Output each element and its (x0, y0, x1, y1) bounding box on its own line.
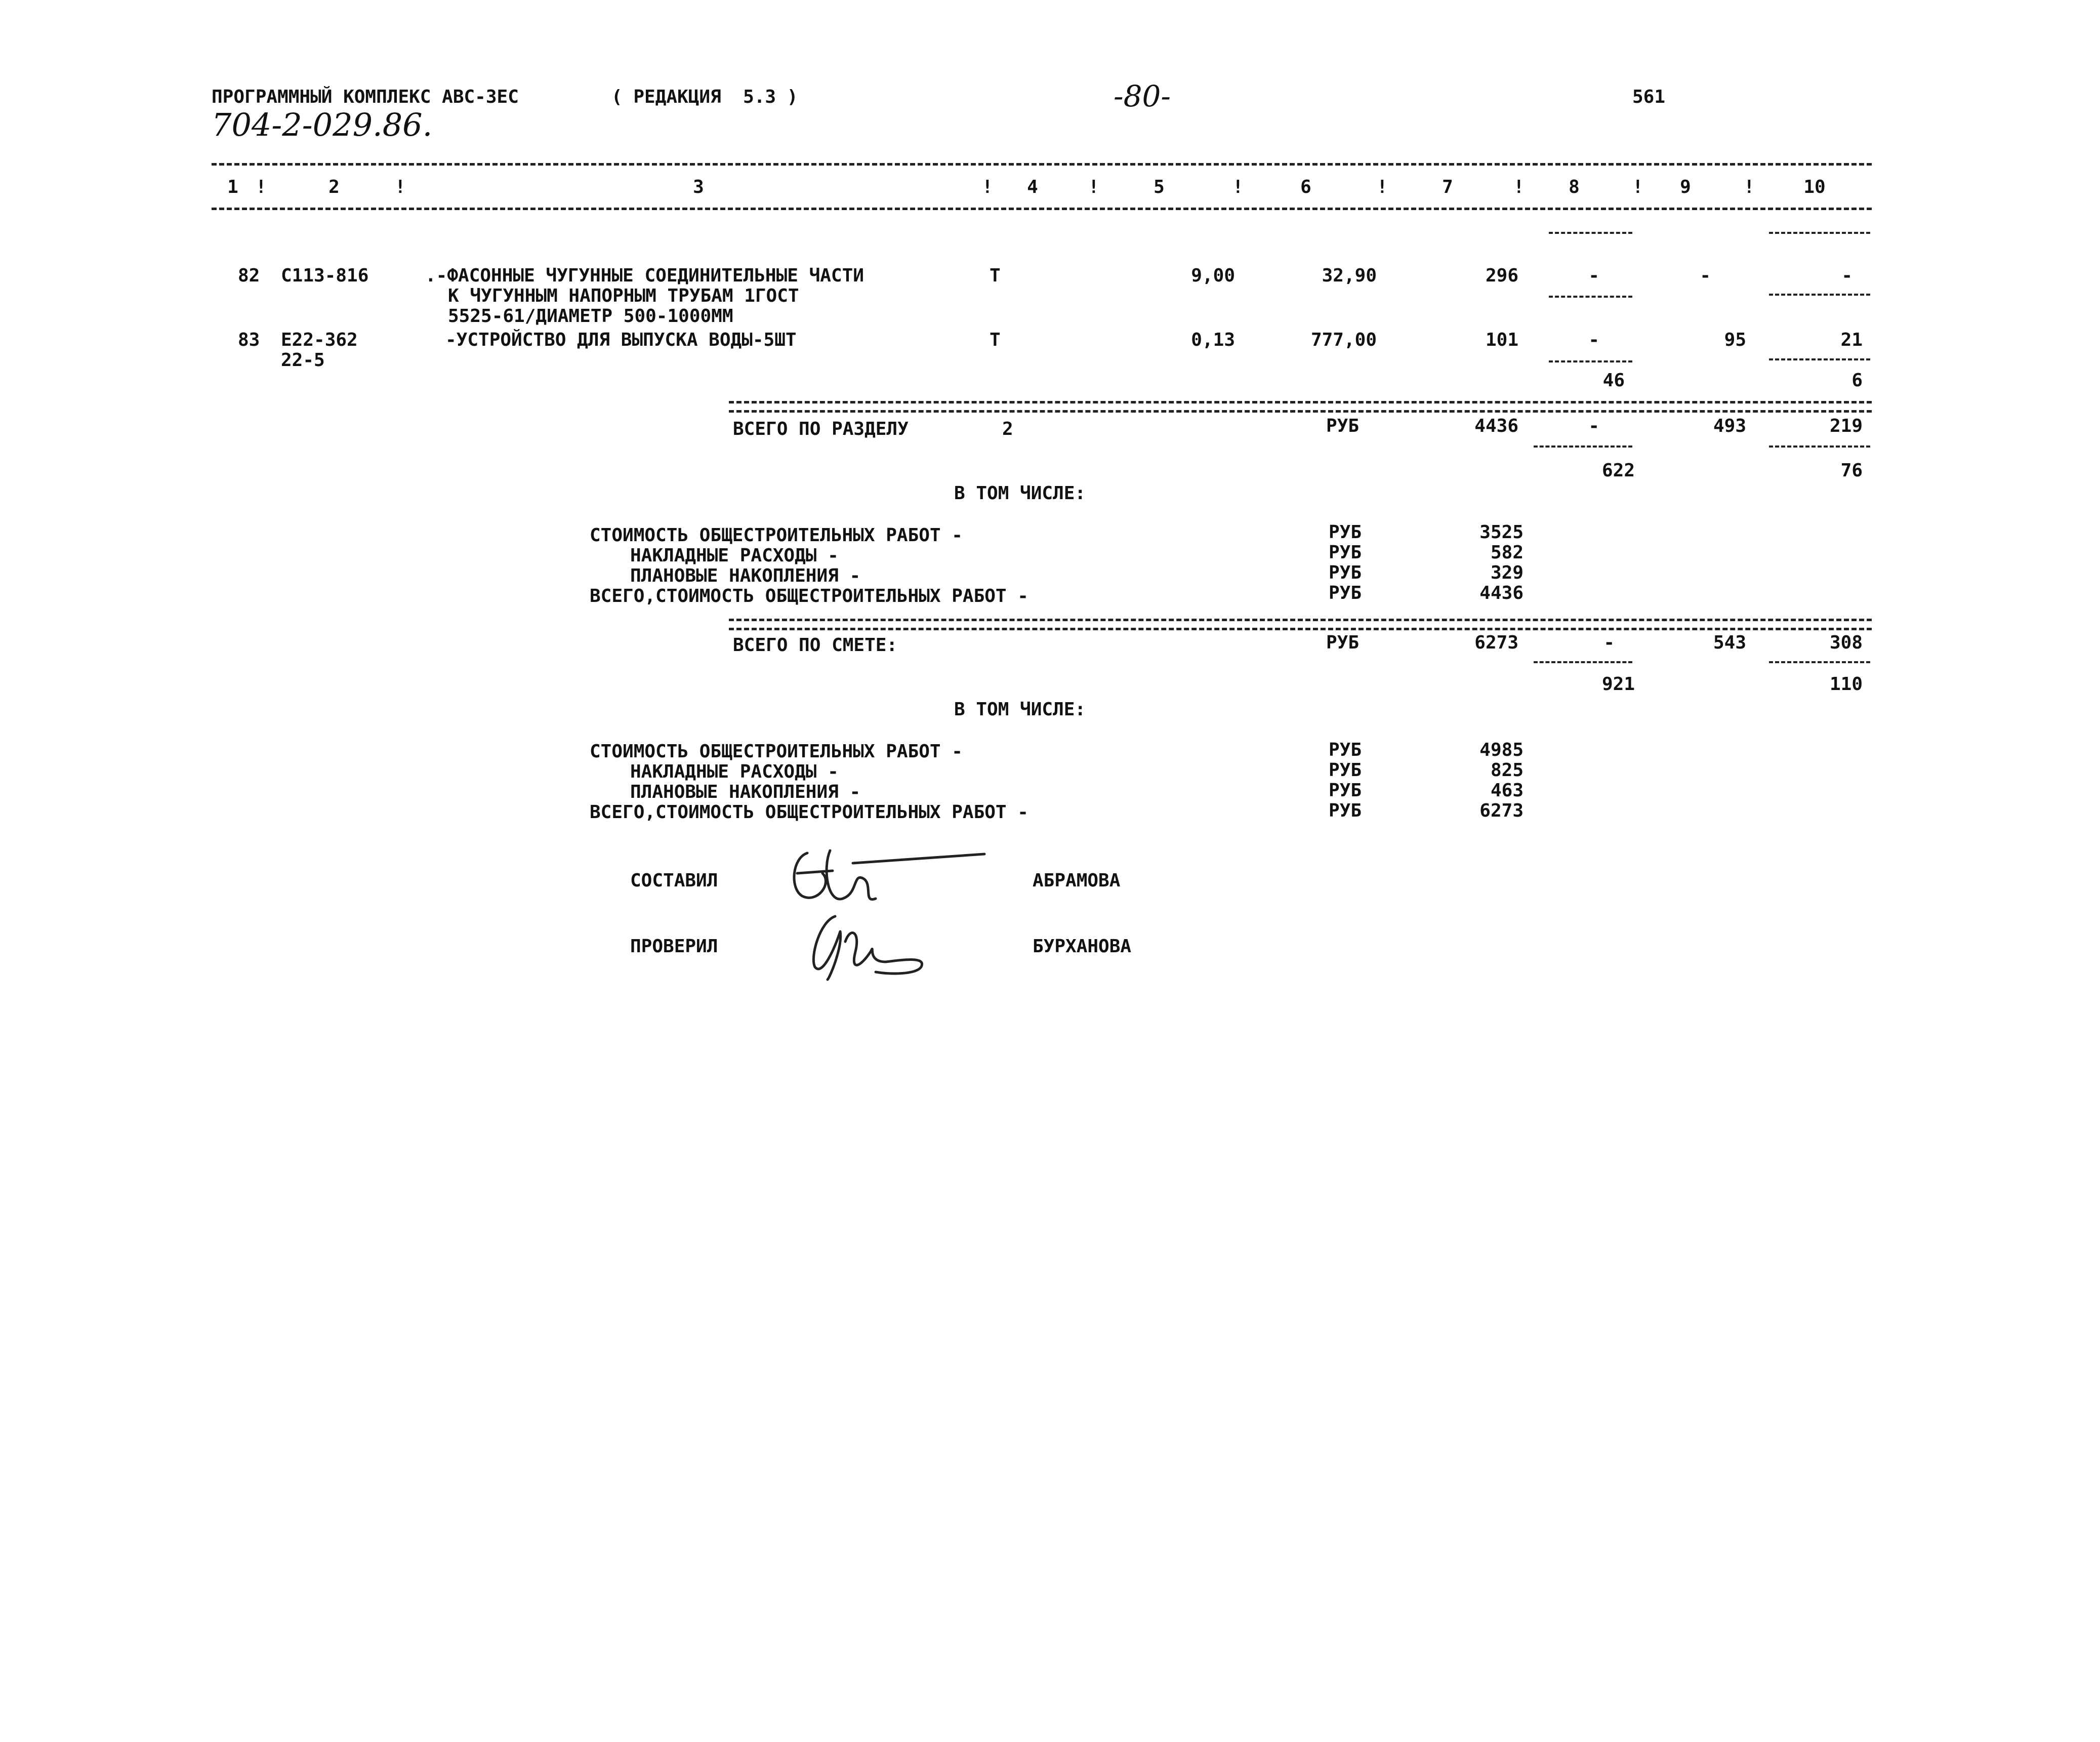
row-col8-top: - (1588, 330, 1599, 350)
breakdown-value: 4985 (1479, 740, 1523, 760)
row-unit: Т (990, 330, 1001, 350)
column-separator: ! (982, 177, 993, 197)
cell-rule (1549, 232, 1632, 234)
cell-rule (1549, 360, 1632, 362)
cell-rule (1534, 661, 1632, 663)
column-header: 10 (1803, 177, 1826, 197)
column-header: 3 (693, 177, 704, 197)
section-total-col10-top: 219 (1829, 416, 1863, 436)
estimate-total-rule (729, 619, 1872, 621)
row-col9: - (1700, 265, 1711, 286)
compiled-by-name: АБРАМОВА (1033, 870, 1121, 891)
estimate-total-col8-top: - (1603, 632, 1615, 653)
handwritten-project-code: 704-2-029.86. (212, 106, 433, 143)
section-total-rule (729, 410, 1872, 413)
column-header: 6 (1300, 177, 1311, 197)
breakdown-label: ПЛАНОВЫЕ НАКОПЛЕНИЯ - (630, 565, 861, 586)
breakdown-label: СТОИМОСТЬ ОБЩЕСТРОИТЕЛЬНЫХ РАБОТ - (590, 741, 963, 762)
row-quantity: 0,13 (1191, 330, 1235, 350)
column-header: 9 (1680, 177, 1691, 197)
breakdown-value: 463 (1490, 780, 1523, 801)
breakdown-value: 3525 (1479, 522, 1523, 543)
section-number: 2 (1002, 419, 1013, 439)
row-description-line: .-ФАСОННЫЕ ЧУГУННЫЕ СОЕДИНИТЕЛЬНЫЕ ЧАСТИ (425, 265, 864, 286)
row-description-line: -УСТРОЙСТВО ДЛЯ ВЫПУСКА ВОДЫ-5ШТ (445, 330, 797, 350)
row-unit-price: 32,90 (1322, 265, 1377, 286)
section-total-label: ВСЕГО ПО РАЗДЕЛУ (733, 419, 909, 439)
cell-rule (1549, 296, 1632, 298)
column-header: 2 (328, 177, 340, 197)
section-total-rule (729, 401, 1872, 403)
checked-signature (800, 911, 931, 982)
row-col8-bottom: 46 (1602, 370, 1625, 391)
row-total: 101 (1485, 330, 1518, 350)
column-header: 1 (227, 177, 238, 197)
column-header: 7 (1442, 177, 1453, 197)
cell-rule (1769, 294, 1870, 296)
breakdown-unit: РУБ (1329, 760, 1362, 781)
estimate-including-label: В ТОМ ЧИСЛЕ: (954, 699, 1086, 720)
breakdown-unit: РУБ (1329, 522, 1362, 543)
section-total-col10-bottom: 76 (1840, 460, 1863, 481)
program-title: ПРОГРАММНЫЙ КОМПЛЕКС АВС-3ЕС (212, 87, 519, 107)
cell-rule (1769, 358, 1870, 360)
column-separator: ! (256, 177, 267, 197)
column-separator: ! (1744, 177, 1755, 197)
row-col10-top: 21 (1840, 330, 1863, 350)
checked-by-label: ПРОВЕРИЛ (630, 936, 718, 957)
compiled-signature (787, 843, 990, 909)
cell-rule (1534, 445, 1632, 448)
estimate-total-rule (729, 628, 1872, 630)
compiled-by-label: СОСТАВИЛ (630, 870, 718, 891)
column-separator: ! (1377, 177, 1388, 197)
breakdown-unit: РУБ (1329, 780, 1362, 801)
breakdown-unit: РУБ (1329, 740, 1362, 760)
estimate-total-col9: 543 (1713, 632, 1746, 653)
breakdown-label: ВСЕГО,СТОИМОСТЬ ОБЩЕСТРОИТЕЛЬНЫХ РАБОТ - (590, 586, 1028, 606)
breakdown-label: НАКЛАДНЫЕ РАСХОДЫ - (630, 761, 839, 782)
section-total-col8-top: - (1588, 416, 1599, 436)
breakdown-value: 582 (1490, 542, 1523, 563)
breakdown-label: ПЛАНОВЫЕ НАКОПЛЕНИЯ - (630, 782, 861, 802)
column-header: 5 (1154, 177, 1165, 197)
estimate-total-amount: 6273 (1474, 632, 1518, 653)
column-header: 8 (1569, 177, 1580, 197)
cell-rule (1769, 445, 1870, 448)
row-col10-top: - (1841, 265, 1852, 286)
row-code-secondary: 22-5 (281, 350, 325, 371)
row-total: 296 (1485, 265, 1518, 286)
column-separator: ! (1088, 177, 1099, 197)
breakdown-label: ВСЕГО,СТОИМОСТЬ ОБЩЕСТРОИТЕЛЬНЫХ РАБОТ - (590, 802, 1028, 823)
cell-rule (1769, 232, 1870, 234)
sheet-number: 561 (1632, 87, 1666, 107)
row-number: 82 (238, 265, 260, 286)
row-code: С113-816 (281, 265, 369, 286)
column-separator: ! (395, 177, 406, 197)
row-description-line: К ЧУГУННЫМ НАПОРНЫМ ТРУБАМ 1ГОСТ (448, 286, 799, 306)
checked-by-name: БУРХАНОВА (1033, 936, 1132, 957)
edition-label: ( РЕДАКЦИЯ 5.3 ) (611, 87, 798, 107)
row-unit: Т (990, 265, 1001, 286)
breakdown-value: 6273 (1479, 800, 1523, 821)
breakdown-value: 4436 (1479, 583, 1523, 603)
row-number: 83 (238, 330, 260, 350)
table-top-rule (212, 163, 1872, 166)
cell-rule (1769, 661, 1870, 663)
breakdown-label: НАКЛАДНЫЕ РАСХОДЫ - (630, 545, 839, 566)
table-header-rule (212, 208, 1872, 210)
column-separator: ! (1632, 177, 1643, 197)
breakdown-value: 825 (1490, 760, 1523, 781)
section-total-col8-bottom: 622 (1601, 460, 1635, 481)
estimate-total-col10-top: 308 (1829, 632, 1863, 653)
row-quantity: 9,00 (1191, 265, 1235, 286)
row-col10-bottom: 6 (1851, 370, 1863, 391)
breakdown-unit: РУБ (1329, 542, 1362, 563)
column-separator: ! (1513, 177, 1525, 197)
row-description-line: 5525-61/ДИАМЕТР 500-1000ММ (448, 306, 733, 327)
breakdown-unit: РУБ (1329, 800, 1362, 821)
section-total-unit: РУБ (1326, 416, 1360, 436)
breakdown-unit: РУБ (1329, 583, 1362, 603)
page-number: -80- (1114, 79, 1171, 113)
estimate-total-label: ВСЕГО ПО СМЕТЕ: (733, 635, 898, 656)
row-col9: 95 (1724, 330, 1746, 350)
row-col8-top: - (1588, 265, 1599, 286)
estimate-total-col8-bottom: 921 (1601, 674, 1635, 695)
breakdown-label: СТОИМОСТЬ ОБЩЕСТРОИТЕЛЬНЫХ РАБОТ - (590, 525, 963, 546)
column-separator: ! (1232, 177, 1244, 197)
breakdown-unit: РУБ (1329, 562, 1362, 583)
estimate-total-unit: РУБ (1326, 632, 1360, 653)
section-total-col9: 493 (1713, 416, 1746, 436)
column-header: 4 (1027, 177, 1038, 197)
row-unit-price: 777,00 (1310, 330, 1377, 350)
breakdown-value: 329 (1490, 562, 1523, 583)
section-total-amount: 4436 (1474, 416, 1518, 436)
estimate-total-col10-bottom: 110 (1829, 674, 1863, 695)
section-including-label: В ТОМ ЧИСЛЕ: (954, 483, 1086, 504)
row-code: Е22-362 (281, 330, 358, 350)
